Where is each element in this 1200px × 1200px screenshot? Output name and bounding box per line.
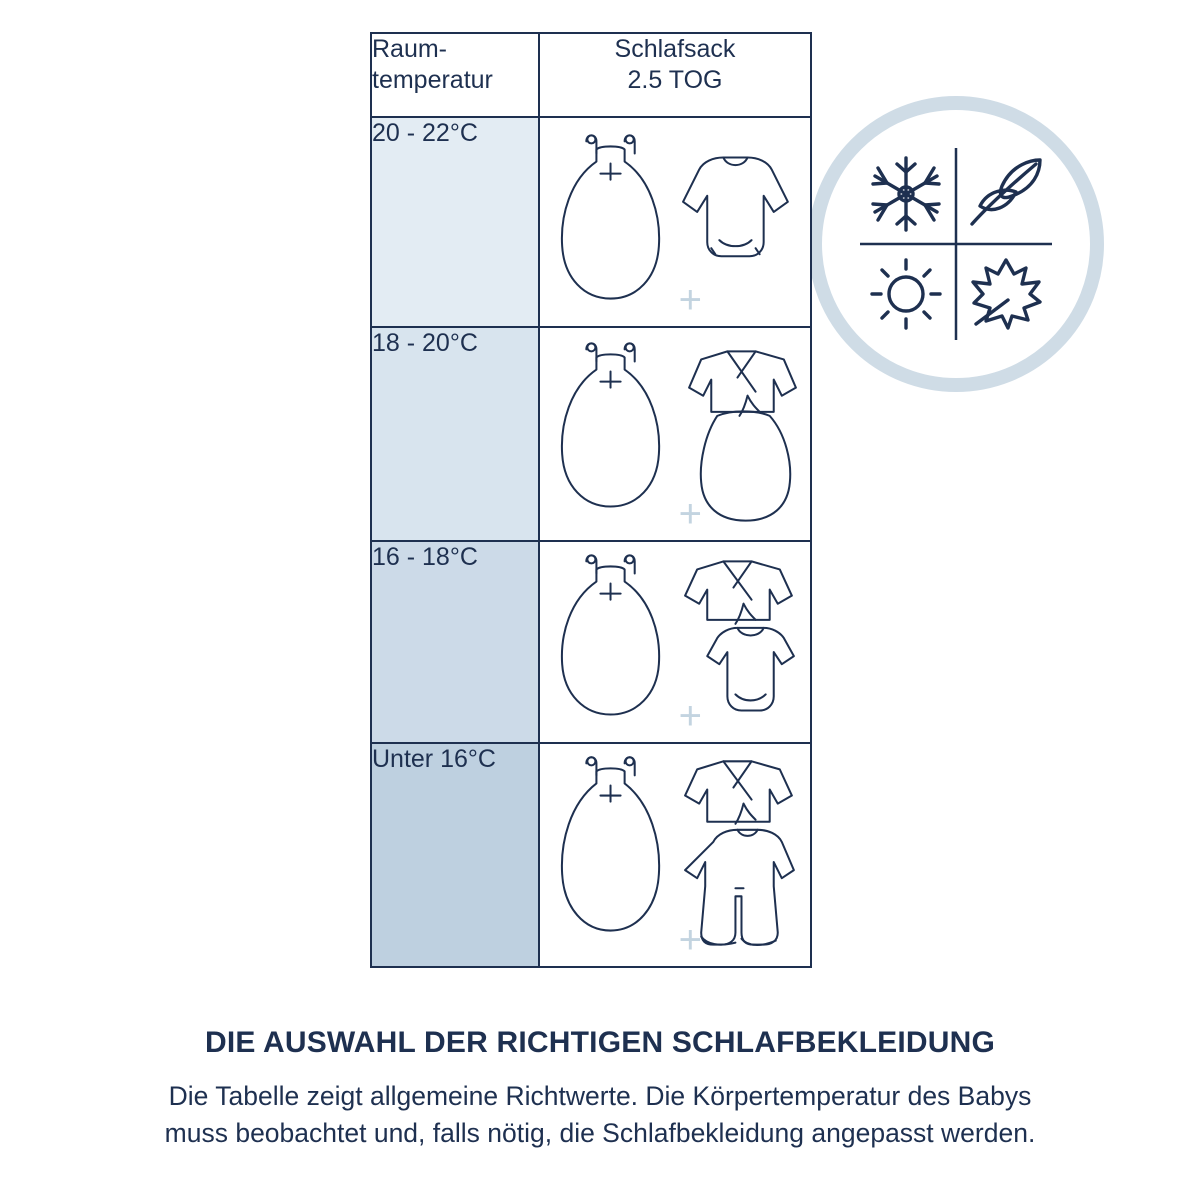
caption-text-line1: Die Tabelle zeigt allgemeine Richtwerte. Die Körpertemperatur des Babys xyxy=(168,1081,1032,1111)
footed-romper-icon xyxy=(685,830,794,945)
temperature-cell-2: 18 - 20°C xyxy=(371,327,539,541)
header-sleeping-bag-line1: Schlafsack xyxy=(614,35,736,63)
header-room-temperature-line1: Raum- xyxy=(372,35,448,63)
header-sleeping-bag xyxy=(539,33,811,117)
temperature-cell-1: 20 - 22°C xyxy=(371,117,539,327)
header-sleeping-bag-line2: 2.5 TOG xyxy=(627,65,723,94)
table-row xyxy=(371,117,811,327)
garment-illustration-4 xyxy=(540,744,810,966)
plus-sign-2: + xyxy=(678,492,702,536)
wrap-shirt-long-sleeve-icon xyxy=(685,561,792,623)
sun-icon xyxy=(872,260,940,328)
sleeping-bag-icon xyxy=(562,135,659,298)
sleeping-bag-icon xyxy=(562,343,659,506)
seasons-badge xyxy=(808,96,1104,392)
temperature-cell-4: Unter 16°C xyxy=(371,743,539,967)
sleeping-bag-icon xyxy=(562,555,659,714)
header-room-temperature xyxy=(371,33,539,117)
caption-text-line2: muss beobachtet und, falls nötig, die Schlafbekleidung angepasst werden. xyxy=(164,1117,1036,1148)
plus-sign-3: + xyxy=(678,694,702,738)
table-row xyxy=(371,743,811,967)
garment-cell-1 xyxy=(539,117,811,327)
table-row xyxy=(371,327,811,541)
garment-illustration-1 xyxy=(540,118,810,326)
snowflake-icon xyxy=(873,158,939,230)
header-room-temperature-line2: temperatur xyxy=(372,65,493,94)
garment-illustration-3 xyxy=(540,542,810,742)
garment-cell-2 xyxy=(539,327,811,541)
wrap-shirt-long-sleeve-icon xyxy=(689,351,796,415)
garment-cell-4 xyxy=(539,743,811,967)
caption-title: DIE AUSWAHL DER RICHTIGEN SCHLAFBEKLEIDUNG xyxy=(204,1026,996,1059)
table-row xyxy=(371,541,811,743)
garment-illustration-2 xyxy=(540,328,810,540)
maple-leaf-icon xyxy=(973,260,1040,328)
garment-cell-3 xyxy=(539,541,811,743)
caption-block xyxy=(0,1026,1200,1151)
sleeping-bag-icon xyxy=(562,757,659,930)
wrap-shirt-long-sleeve-icon xyxy=(685,761,792,823)
seasons-grid xyxy=(856,144,1056,344)
caption-text xyxy=(85,1078,1115,1151)
pants-icon xyxy=(701,411,790,520)
temperature-cell-3: 16 - 18°C xyxy=(371,541,539,743)
plus-sign-4: + xyxy=(678,918,702,962)
long-sleeve-bodysuit-icon xyxy=(683,158,788,257)
table-header-row xyxy=(371,33,811,117)
short-sleeve-bodysuit-icon xyxy=(707,628,794,711)
leaf-spring-icon xyxy=(972,160,1040,224)
plus-sign-1: + xyxy=(678,278,702,322)
clothing-temperature-table xyxy=(370,32,812,968)
